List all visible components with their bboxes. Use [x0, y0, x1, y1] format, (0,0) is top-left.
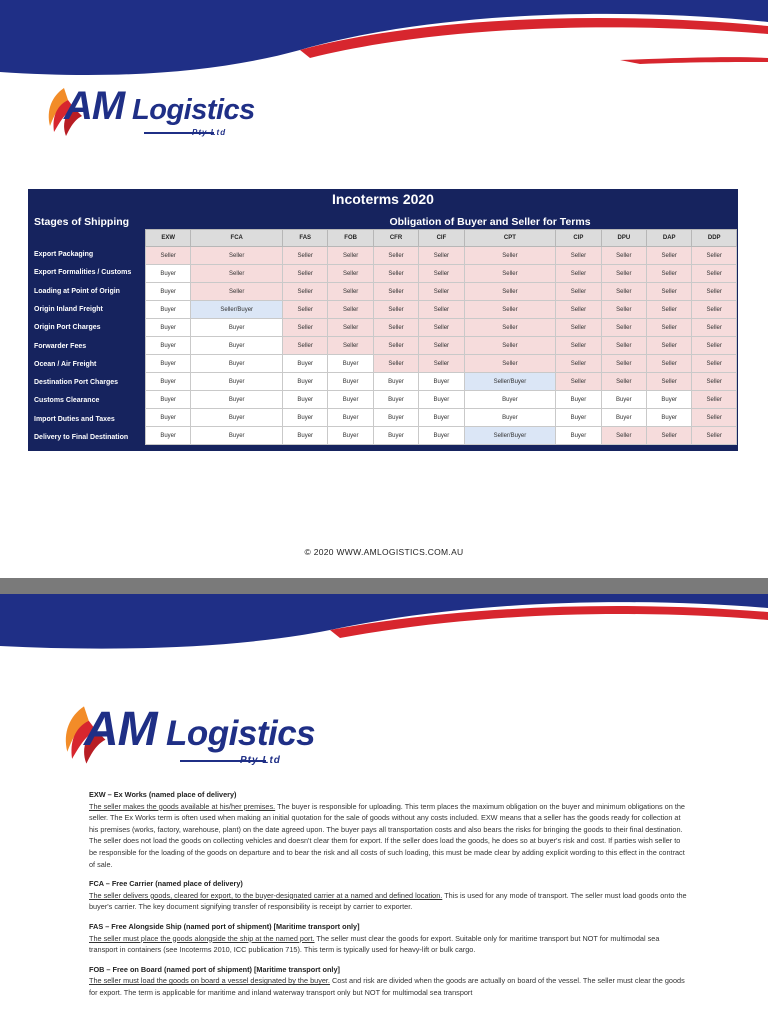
term-text: [89, 975, 689, 998]
term-body: The buyer is responsible for uploading. This term places the maximum obligation on the buyer and minimum obligations on the seller. The Ex Works term is often used when making an initial quotation for the sale of goods without any costs included. EXW means that a seller has the goods ready for collection at his premises (works, factory, warehouse, plant) on the date agreed upon. The buyer pays all transportation costs and also bears the risks for bringing the goods to their final destination. The seller does not load the goods on collecting vehicles and doesn't clear them for export. If the seller does load the goods, he does so at buyer's risk and cost. If parties wish seller to be responsible for the loading of the goods on departure and to bear the risk and all costs of such loading, this must be made clear by adding explicit wording to this effect in the contract of sale.: [89, 801, 685, 869]
term-text: [89, 933, 689, 956]
term-body: Cost and risk are divided when the goods are actually on board of the vessel. The seller must clear the goods for export. The term is applicable for maritime and inland waterway transport only but NOT for multimodal sea transport: [89, 976, 685, 997]
stages-header: Stages of Shipping: [34, 216, 130, 228]
table-cell: Seller: [283, 283, 328, 301]
logo-am-text-2: AM: [84, 703, 157, 756]
incoterms-table: [28, 189, 738, 451]
table-cell: Seller: [647, 373, 692, 391]
term-body: The seller must clear the goods for export. Suitable only for maritime transport but NOT for multimodal sea transport in containers (see Incoterms 2010, ICC publication 715). This term is typically used for heavy-lift or bulk cargo.: [89, 933, 660, 955]
table-cell: Seller: [328, 247, 373, 265]
table-cell: Buyer: [373, 427, 418, 445]
table-cell: Buyer: [556, 409, 601, 427]
table-row: [146, 391, 737, 409]
table-cell: Seller: [328, 283, 373, 301]
table-cell: Buyer: [419, 391, 464, 409]
table-cell: Buyer: [146, 427, 191, 445]
stage-label: Customs Clearance: [34, 397, 100, 405]
table-cell: Buyer: [419, 373, 464, 391]
table-cell: Buyer: [419, 427, 464, 445]
table-cell: Seller: [692, 355, 737, 373]
table-cell: Buyer: [146, 301, 191, 319]
table-cell: Seller: [647, 337, 692, 355]
document-page-2: [0, 594, 768, 1024]
table-cell: Seller: [601, 373, 646, 391]
table-cell: Seller: [692, 247, 737, 265]
table-cell: Seller: [191, 283, 283, 301]
table-cell: Seller: [692, 391, 737, 409]
table-row: [146, 409, 737, 427]
table-cell: Seller: [647, 319, 692, 337]
table-cell: Buyer: [191, 427, 283, 445]
table-cell: Buyer: [146, 409, 191, 427]
table-cell: Buyer: [328, 391, 373, 409]
stage-label: Origin Inland Freight: [34, 305, 103, 313]
table-cell: Buyer: [601, 391, 646, 409]
table-cell: Seller: [283, 247, 328, 265]
copyright-notice: © 2020 WWW.AMLOGISTICS.COM.AU: [304, 547, 464, 557]
term-entry: [89, 921, 689, 956]
table-cell: Seller: [647, 301, 692, 319]
table-cell: Seller: [556, 337, 601, 355]
table-cell: Buyer: [146, 265, 191, 283]
table-cell: Buyer: [647, 391, 692, 409]
table-cell: Buyer: [146, 373, 191, 391]
table-cell: Seller: [647, 247, 692, 265]
logo-pty-text-2: Pty Ltd: [240, 755, 281, 766]
table-cell: Buyer: [464, 409, 556, 427]
table-cell: Buyer: [556, 391, 601, 409]
table-row: [146, 301, 737, 319]
column-header-cfr: CFR: [373, 230, 418, 247]
table-cell: Buyer: [146, 319, 191, 337]
table-cell: Seller: [556, 373, 601, 391]
table-cell: Buyer: [191, 391, 283, 409]
table-cell: Seller: [419, 283, 464, 301]
logo-pty-text: Pty Ltd: [192, 128, 227, 137]
table-cell: Seller: [601, 265, 646, 283]
table-row: [146, 337, 737, 355]
table-cell: Seller: [328, 265, 373, 283]
stage-label: Forwarder Fees: [34, 342, 87, 350]
table-cell: Seller: [373, 283, 418, 301]
table-cell: Seller: [556, 283, 601, 301]
table-row: [146, 319, 737, 337]
table-cell: Buyer: [146, 391, 191, 409]
table-cell: Seller: [283, 301, 328, 319]
table-cell: Buyer: [283, 355, 328, 373]
table-cell: Seller: [601, 319, 646, 337]
table-row: [146, 355, 737, 373]
logo-am-text: AM: [64, 84, 125, 128]
table-cell: Seller: [419, 301, 464, 319]
term-heading: FAS – Free Alongside Ship (named port of shipment) [Maritime transport only]: [89, 921, 360, 931]
table-cell: Seller: [328, 337, 373, 355]
table-cell: Seller: [556, 247, 601, 265]
column-header-ddp: DDP: [692, 230, 737, 247]
table-cell: Seller: [464, 247, 556, 265]
term-entry: [89, 878, 689, 913]
table-cell: Seller/Buyer: [191, 301, 283, 319]
table-cell: Seller: [692, 373, 737, 391]
term-lead: The seller delivers goods, cleared for export, to the buyer-designated carrier at a named and defined location.: [89, 890, 443, 900]
table-cell: Seller: [283, 337, 328, 355]
table-cell: Buyer: [419, 409, 464, 427]
table-cell: Seller: [692, 337, 737, 355]
table-title: Incoterms 2020: [332, 191, 434, 207]
stage-label: Export Formalities / Customs: [34, 269, 132, 277]
company-logo-2: [60, 702, 316, 772]
table-cell: Seller: [464, 337, 556, 355]
table-cell: Seller: [556, 355, 601, 373]
table-cell: Seller: [283, 265, 328, 283]
table-cell: Seller: [601, 337, 646, 355]
table-cell: Seller: [283, 319, 328, 337]
table-cell: Buyer: [373, 373, 418, 391]
table-cell: Seller/Buyer: [464, 373, 556, 391]
term-heading: FOB – Free on Board (named port of shipment) [Maritime transport only]: [89, 964, 340, 974]
term-text: [89, 801, 689, 871]
table-cell: Seller: [373, 319, 418, 337]
term-heading: EXW – Ex Works (named place of delivery): [89, 790, 237, 799]
table-cell: Buyer: [283, 391, 328, 409]
stage-label: Destination Port Charges: [34, 379, 119, 387]
column-header-fca: FCA: [191, 230, 283, 247]
column-header-fas: FAS: [283, 230, 328, 247]
table-cell: Buyer: [373, 409, 418, 427]
table-cell: Seller: [556, 265, 601, 283]
table-cell: Buyer: [328, 427, 373, 445]
table-cell: Seller: [601, 355, 646, 373]
stage-label: Loading at Point of Origin: [34, 287, 120, 295]
table-cell: Buyer: [328, 409, 373, 427]
table-cell: Seller: [556, 319, 601, 337]
table-cell: Seller: [647, 283, 692, 301]
table-cell: Seller: [328, 301, 373, 319]
company-logo: [44, 84, 255, 144]
table-cell: Seller: [464, 265, 556, 283]
table-cell: Buyer: [191, 409, 283, 427]
table-cell: Buyer: [464, 391, 556, 409]
table-cell: Seller: [647, 265, 692, 283]
table-cell: Seller: [373, 355, 418, 373]
term-entry: [89, 964, 689, 999]
table-cell: Buyer: [191, 355, 283, 373]
table-cell: Seller: [692, 319, 737, 337]
table-cell: Seller: [328, 319, 373, 337]
table-cell: Seller: [692, 301, 737, 319]
table-row: [146, 265, 737, 283]
table-cell: Seller: [601, 247, 646, 265]
terms-description-list: [89, 789, 689, 1007]
stage-label: Origin Port Charges: [34, 324, 101, 332]
table-cell: Seller: [464, 355, 556, 373]
table-cell: Buyer: [373, 391, 418, 409]
table-cell: Seller: [419, 247, 464, 265]
term-body: This is used for any mode of transport. The seller must load goods onto the buyer's carrier. The key document signifying transfer of responsibility is receipt by carrier to exporter.: [89, 890, 687, 912]
table-cell: Seller: [601, 283, 646, 301]
grid-header-row: [146, 230, 737, 247]
term-entry: [89, 789, 689, 870]
table-cell: Seller: [191, 265, 283, 283]
stage-label: Export Packaging: [34, 251, 94, 258]
table-cell: Seller: [419, 337, 464, 355]
table-cell: Seller: [373, 301, 418, 319]
table-cell: Seller: [419, 265, 464, 283]
table-cell: Seller: [647, 427, 692, 445]
table-cell: Buyer: [647, 409, 692, 427]
table-cell: Buyer: [191, 373, 283, 391]
table-cell: Buyer: [556, 427, 601, 445]
table-cell: Seller: [464, 319, 556, 337]
column-header-cif: CIF: [419, 230, 464, 247]
table-row: [146, 247, 737, 265]
obligation-header: Obligation of Buyer and Seller for Terms: [389, 216, 591, 228]
table-cell: Seller: [373, 247, 418, 265]
logo-logistics-text-2: Logistics: [166, 714, 316, 753]
column-header-fob: FOB: [328, 230, 373, 247]
table-cell: Seller: [601, 427, 646, 445]
table-row: [146, 283, 737, 301]
column-header-dpu: DPU: [601, 230, 646, 247]
column-header-cip: CIP: [556, 230, 601, 247]
table-cell: Seller: [647, 355, 692, 373]
term-lead: The seller must place the goods alongside the ship at the named port.: [89, 933, 315, 943]
table-cell: Seller: [373, 265, 418, 283]
term-lead: The seller makes the goods available at his/her premises.: [89, 801, 276, 811]
stage-label: Ocean / Air Freight: [34, 360, 97, 368]
term-lead: The seller must load the goods on board a vessel designated by the buyer.: [89, 976, 330, 986]
table-cell: Seller: [191, 247, 283, 265]
table-cell: Seller: [464, 301, 556, 319]
column-header-dap: DAP: [647, 230, 692, 247]
table-cell: Buyer: [328, 373, 373, 391]
table-cell: Buyer: [283, 409, 328, 427]
table-cell: Seller: [692, 427, 737, 445]
stage-label: Delivery to Final Destination: [34, 434, 129, 441]
table-cell: Seller: [692, 265, 737, 283]
table-cell: Seller: [556, 301, 601, 319]
term-text: [89, 890, 689, 913]
column-header-cpt: CPT: [464, 230, 556, 247]
table-cell: Seller: [464, 283, 556, 301]
table-cell: Buyer: [146, 283, 191, 301]
table-cell: Buyer: [283, 427, 328, 445]
table-cell: Buyer: [146, 355, 191, 373]
stage-label: Import Duties and Taxes: [34, 415, 115, 423]
table-cell: Buyer: [146, 337, 191, 355]
table-cell: Seller: [146, 247, 191, 265]
table-cell: Buyer: [601, 409, 646, 427]
table-cell: Seller: [373, 337, 418, 355]
table-cell: Buyer: [191, 337, 283, 355]
table-cell: Buyer: [328, 355, 373, 373]
term-heading: FCA – Free Carrier (named place of delivery): [89, 879, 243, 889]
logo-logistics-text: Logistics: [132, 94, 255, 126]
table-cell: Seller/Buyer: [464, 427, 556, 445]
header-wave-graphic-2: [0, 594, 768, 654]
header-wave-graphic: [0, 0, 768, 90]
table-cell: Seller: [692, 283, 737, 301]
table-row: [146, 373, 737, 391]
column-header-exw: EXW: [146, 230, 191, 247]
incoterms-grid: [145, 229, 737, 445]
table-cell: Seller: [419, 319, 464, 337]
table-cell: Buyer: [191, 319, 283, 337]
table-cell: Seller: [692, 409, 737, 427]
table-cell: Seller: [419, 355, 464, 373]
table-cell: Seller: [601, 301, 646, 319]
table-cell: Buyer: [283, 373, 328, 391]
table-row: [146, 427, 737, 445]
